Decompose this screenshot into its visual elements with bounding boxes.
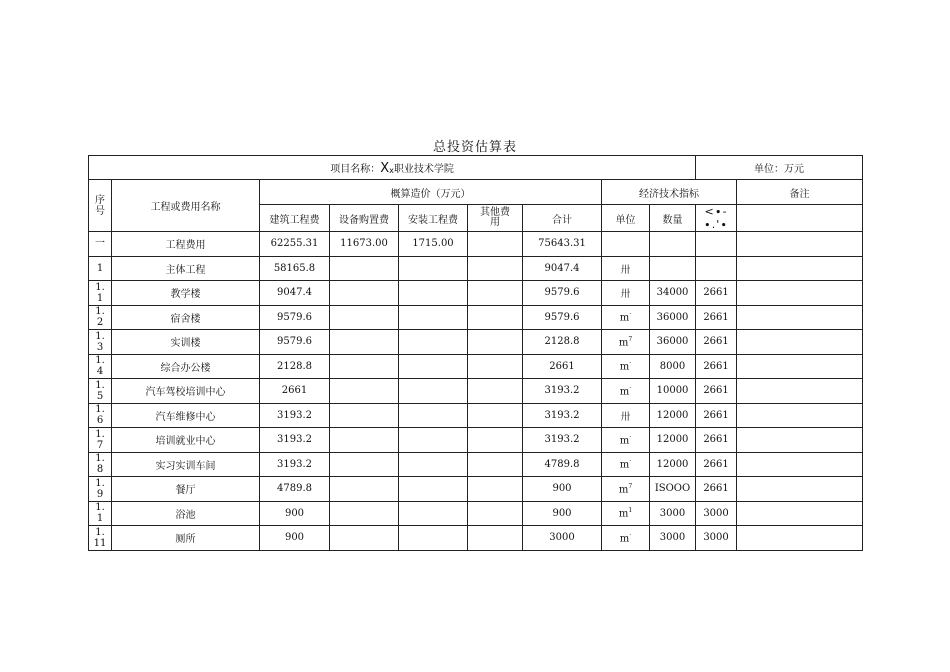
cell-qty: 36000 (650, 330, 696, 355)
cell-name: 工程费用 (112, 232, 260, 257)
table-row (89, 452, 863, 477)
cell-seq: 1. 11 (89, 526, 112, 551)
cell-installation (399, 281, 468, 306)
cell-remark (737, 403, 863, 428)
cell-remark (737, 354, 863, 379)
cell-qty: 8000 (650, 354, 696, 379)
cell-qty: 12000 (650, 452, 696, 477)
cell-index (696, 232, 737, 257)
cell-other (468, 379, 523, 404)
cell-remark (737, 526, 863, 551)
cell-equipment (330, 403, 399, 428)
cell-name: 餐厅 (112, 477, 260, 502)
table-row (89, 501, 863, 526)
cell-total: 75643.31 (523, 232, 602, 257)
cell-name: 培训就业中心 (112, 428, 260, 453)
cell-name: 实训楼 (112, 330, 260, 355)
cell-remark (737, 452, 863, 477)
cell-qty (650, 232, 696, 257)
header-other: 其他费 用 (468, 205, 523, 232)
header-remark-blank (737, 205, 863, 232)
cell-seq: 1. 2 (89, 305, 112, 330)
cell-equipment (330, 281, 399, 306)
cell-unit (602, 232, 650, 257)
table-row (89, 232, 863, 257)
cell-total: 3193.2 (523, 428, 602, 453)
cell-remark (737, 232, 863, 257)
cell-construction: 4789.8 (260, 477, 330, 502)
cell-remark (737, 305, 863, 330)
cell-total: 4789.8 (523, 452, 602, 477)
cell-seq: 1. 3 (89, 330, 112, 355)
cell-total: 2661 (523, 354, 602, 379)
cell-name: 汽车驾校培训中心 (112, 379, 260, 404)
cell-construction: 62255.31 (260, 232, 330, 257)
cell-other (468, 452, 523, 477)
cell-installation (399, 526, 468, 551)
cell-equipment (330, 379, 399, 404)
header-quantity: 数量 (650, 205, 696, 232)
cell-installation (399, 452, 468, 477)
header-budget: 概算造价（万元） (260, 180, 602, 205)
table-row (89, 256, 863, 281)
cell-name: 浴池 (112, 501, 260, 526)
cell-index: 2661 (696, 403, 737, 428)
cell-unit: m· (602, 452, 650, 477)
header-equipment: 设备购置费 (330, 205, 399, 232)
table-row (89, 428, 863, 453)
project-name: 职业技术学院 (393, 163, 454, 175)
cell-construction: 9579.6 (260, 305, 330, 330)
cell-unit: 卅 (602, 256, 650, 281)
cell-installation (399, 477, 468, 502)
project-name-prefix: $X_x$ (380, 160, 394, 176)
cell-total: 9047.4 (523, 256, 602, 281)
cell-index: 3000 (696, 501, 737, 526)
cell-index (696, 256, 737, 281)
unit-label: 单位：万元 (696, 156, 863, 180)
cell-other (468, 403, 523, 428)
cell-equipment (330, 526, 399, 551)
cell-qty: 34000 (650, 281, 696, 306)
cell-remark (737, 256, 863, 281)
cell-seq: 1. 6 (89, 403, 112, 428)
cell-installation (399, 256, 468, 281)
header-construction: 建筑工程费 (260, 205, 330, 232)
cell-index: 2661 (696, 452, 737, 477)
table-row (89, 379, 863, 404)
cell-equipment (330, 354, 399, 379)
cell-construction: 9579.6 (260, 330, 330, 355)
cell-seq: 1. 4 (89, 354, 112, 379)
table-row (89, 526, 863, 551)
cell-other (468, 305, 523, 330)
cell-construction: 2661 (260, 379, 330, 404)
cell-installation (399, 428, 468, 453)
cell-construction: 900 (260, 501, 330, 526)
cell-construction: 3193.2 (260, 452, 330, 477)
cell-qty: ISOOO (650, 477, 696, 502)
cell-installation (399, 354, 468, 379)
cell-construction: 900 (260, 526, 330, 551)
cell-total: 2128.8 (523, 330, 602, 355)
cell-index: 2661 (696, 354, 737, 379)
cell-index: 3000 (696, 526, 737, 551)
cell-other (468, 354, 523, 379)
header-name: 工程或费用名称 (112, 180, 260, 232)
cell-equipment (330, 428, 399, 453)
cell-unit: m· (602, 526, 650, 551)
cell-unit: m· (602, 379, 650, 404)
cell-remark (737, 428, 863, 453)
cell-other (468, 428, 523, 453)
table-row (89, 330, 863, 355)
cell-unit: $m^7$ (602, 330, 650, 355)
cell-other (468, 526, 523, 551)
cell-remark (737, 330, 863, 355)
header-seq: 序 号 (89, 180, 112, 232)
cell-qty (650, 256, 696, 281)
cell-name: 汽车维修中心 (112, 403, 260, 428)
cell-construction: 58165.8 (260, 256, 330, 281)
cell-equipment (330, 452, 399, 477)
cell-total: 900 (523, 477, 602, 502)
cell-equipment (330, 477, 399, 502)
cell-total: 3000 (523, 526, 602, 551)
cell-unit: $m^7$ (602, 477, 650, 502)
cell-index: 2661 (696, 477, 737, 502)
cell-installation (399, 403, 468, 428)
table-title: 总投资估算表 (432, 140, 517, 155)
cell-construction: 2128.8 (260, 354, 330, 379)
table-row (89, 403, 863, 428)
cell-remark (737, 477, 863, 502)
cell-equipment (330, 256, 399, 281)
table-row (89, 281, 863, 306)
header-index: <∙-∙.'∙ (696, 205, 737, 232)
header-remark: 备注 (737, 180, 863, 205)
cell-total: 9579.6 (523, 305, 602, 330)
cell-name: 教学楼 (112, 281, 260, 306)
cell-qty: 3000 (650, 501, 696, 526)
cell-name: 综合办公楼 (112, 354, 260, 379)
cell-qty: 12000 (650, 428, 696, 453)
cell-index: 2661 (696, 379, 737, 404)
cell-other (468, 281, 523, 306)
table-row (89, 477, 863, 502)
cell-index: 2661 (696, 281, 737, 306)
cell-installation (399, 501, 468, 526)
cell-installation (399, 379, 468, 404)
cell-other (468, 501, 523, 526)
project-row (89, 156, 863, 180)
cell-construction: 3193.2 (260, 403, 330, 428)
cell-unit: $m^1$ (602, 501, 650, 526)
header-unit: 单位 (602, 205, 650, 232)
cell-index: 2661 (696, 330, 737, 355)
cell-other (468, 477, 523, 502)
cell-total: 900 (523, 501, 602, 526)
cell-seq: 1. 7 (89, 428, 112, 453)
cell-remark (737, 281, 863, 306)
header-installation: 安装工程费 (399, 205, 468, 232)
cell-total: 3193.2 (523, 403, 602, 428)
cell-name: 主体工程 (112, 256, 260, 281)
cell-construction: 3193.2 (260, 428, 330, 453)
cell-index: 2661 (696, 428, 737, 453)
investment-estimate-table (88, 155, 863, 551)
header-row-1 (89, 180, 863, 205)
cell-equipment (330, 501, 399, 526)
header-total: 合计 (523, 205, 602, 232)
project-label: 项目名称： (330, 163, 381, 175)
cell-construction: 9047.4 (260, 281, 330, 306)
table-row (89, 354, 863, 379)
cell-qty: 3000 (650, 526, 696, 551)
cell-equipment (330, 305, 399, 330)
cell-unit: m· (602, 428, 650, 453)
cell-other (468, 330, 523, 355)
cell-equipment (330, 330, 399, 355)
cell-other (468, 232, 523, 257)
header-econ: 经济技术指标 (602, 180, 737, 205)
cell-unit: m· (602, 354, 650, 379)
cell-remark (737, 379, 863, 404)
cell-name: 宿舍楼 (112, 305, 260, 330)
cell-total: 9579.6 (523, 281, 602, 306)
cell-equipment: 11673.00 (330, 232, 399, 257)
cell-installation (399, 305, 468, 330)
cell-seq: 1. 5 (89, 379, 112, 404)
cell-unit: m· (602, 305, 650, 330)
cell-unit: 卅 (602, 403, 650, 428)
cell-seq: 1. 8 (89, 452, 112, 477)
cell-seq: 1. 1 (89, 281, 112, 306)
cell-unit: 卅 (602, 281, 650, 306)
cell-other (468, 256, 523, 281)
cell-name: 实习实训车间 (112, 452, 260, 477)
table-row (89, 305, 863, 330)
cell-seq: 1 (89, 256, 112, 281)
cell-installation (399, 330, 468, 355)
cell-seq: 1. 9 (89, 477, 112, 502)
cell-name: 厕所 (112, 526, 260, 551)
cell-qty: 36000 (650, 305, 696, 330)
project-name-cell (89, 156, 696, 180)
cell-qty: 10000 (650, 379, 696, 404)
cell-total: 3193.2 (523, 379, 602, 404)
cell-qty: 12000 (650, 403, 696, 428)
cell-seq: 1. 1 (89, 501, 112, 526)
cell-installation: 1715.00 (399, 232, 468, 257)
cell-remark (737, 501, 863, 526)
cell-index: 2661 (696, 305, 737, 330)
cell-seq: 一 (89, 232, 112, 257)
